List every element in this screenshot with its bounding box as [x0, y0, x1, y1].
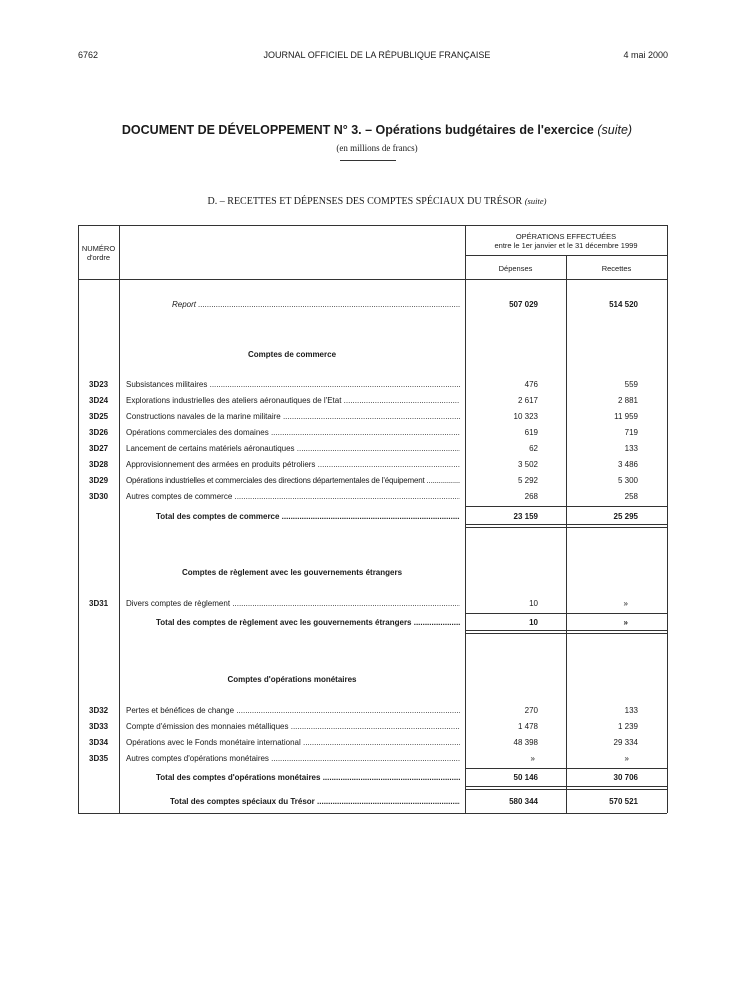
total-depenses: 23 159 [513, 512, 538, 521]
row-depenses: 476 [524, 380, 538, 389]
total-rule-1 [465, 786, 667, 787]
row-label-text: Constructions navales de la marine militaire [126, 412, 281, 421]
row-label [126, 476, 460, 485]
row-label-text: Subsistances militaires [126, 380, 208, 389]
total-label-text: Total des comptes d'opérations monétaires [156, 773, 321, 782]
total-recettes: 25 295 [613, 512, 638, 521]
grand-total-recettes: 570 521 [609, 797, 638, 806]
total-depenses: 10 [529, 618, 538, 627]
report-depenses: 507 029 [509, 300, 538, 309]
row-label-text: Lancement de certains matériels aéronautiques [126, 444, 295, 453]
document-title [0, 123, 754, 137]
row-label [126, 444, 460, 453]
col-header-operations [465, 232, 667, 250]
row-label [126, 412, 460, 421]
total-label-text: Total des comptes de commerce [156, 512, 280, 521]
table-bottom-border [78, 813, 667, 814]
row-label-text: Compte d'émission des monnaies métalliques [126, 722, 289, 731]
section-heading-suite: (suite) [524, 196, 547, 206]
row-num: 3D35 [89, 754, 109, 763]
row-depenses: 619 [524, 428, 538, 437]
header-rule-bottom [78, 279, 667, 280]
row-label [126, 396, 460, 405]
total-rule-2 [465, 789, 667, 790]
row-recettes: 719 [624, 428, 638, 437]
section-heading-text: D. – RECETTES ET DÉPENSES DES COMPTES SPÉCIAUX DU TRÉSOR [207, 196, 523, 207]
row-label [126, 428, 460, 437]
report-recettes: 514 520 [609, 300, 638, 309]
row-label [126, 460, 460, 469]
row-depenses: 270 [524, 706, 538, 715]
total-label [156, 618, 460, 627]
row-depenses: » [530, 754, 535, 763]
row-label-text: Explorations industrielles des ateliers aéronautiques de l'Etat [126, 396, 342, 405]
row-label-text: Approvisionnement des armées en produits pétroliers [126, 460, 316, 469]
row-depenses: 268 [524, 492, 538, 501]
group-title-reglement: Comptes de règlement avec les gouvernements étrangers [181, 568, 403, 577]
row-label-text: Opérations commerciales des domaines [126, 428, 269, 437]
row-num: 3D32 [89, 706, 109, 715]
col-header-numero-line1: NUMÉRO [81, 244, 116, 253]
page-number: 6762 [78, 50, 99, 60]
row-label [126, 722, 460, 731]
col-sep-numero [119, 225, 120, 813]
row-label [126, 706, 460, 715]
row-num: 3D29 [89, 476, 109, 485]
row-label [126, 492, 460, 501]
row-recettes: 559 [624, 380, 638, 389]
document-title-suite: (suite) [597, 123, 633, 137]
total-label [156, 773, 460, 782]
row-recettes: 258 [624, 492, 638, 501]
row-label [126, 754, 460, 763]
row-num: 3D23 [89, 380, 109, 389]
row-recettes: 3 486 [617, 460, 638, 469]
row-recettes: 2 881 [617, 396, 638, 405]
row-num: 3D33 [89, 722, 109, 731]
row-num: 3D31 [89, 599, 109, 608]
row-num: 3D24 [89, 396, 109, 405]
col-header-operations-line1: OPÉRATIONS EFFECTUÉES [515, 232, 617, 241]
unit-note: (en millions de francs) [336, 143, 418, 153]
row-label [126, 599, 460, 608]
col-header-numero [78, 244, 119, 262]
row-num: 3D26 [89, 428, 109, 437]
header-rule-ops [465, 255, 667, 256]
row-recettes: 133 [624, 706, 638, 715]
row-depenses: 5 292 [517, 476, 538, 485]
total-label [156, 512, 460, 521]
col-header-recettes: Recettes [601, 264, 632, 273]
row-num: 3D28 [89, 460, 109, 469]
subtotal-rule [465, 768, 667, 769]
subtotal-rule [465, 613, 667, 614]
row-label-text: Opérations industrielles et commerciales des directions départementales de l'équipement [126, 476, 425, 485]
total-rule-2 [465, 633, 667, 634]
row-recettes: » [623, 599, 628, 608]
group-title-monetaires: Comptes d'opérations monétaires [227, 675, 357, 684]
row-depenses: 10 323 [513, 412, 538, 421]
row-label-text: Autres comptes de commerce [126, 492, 233, 501]
document-title-main: DOCUMENT DE DÉVELOPPEMENT N° 3. – Opérations budgétaires de l'exercice [121, 123, 594, 137]
row-depenses: 2 617 [517, 396, 538, 405]
total-depenses: 50 146 [513, 773, 538, 782]
total-recettes: 30 706 [613, 773, 638, 782]
row-recettes: 1 239 [617, 722, 638, 731]
row-recettes: 11 959 [614, 412, 638, 421]
row-depenses: 1 478 [517, 722, 538, 731]
row-recettes: 29 334 [613, 738, 638, 747]
grand-total-label-text: Total des comptes spéciaux du Trésor [170, 797, 315, 806]
col-header-numero-line2: d'ordre [86, 253, 111, 262]
section-heading [0, 196, 754, 207]
row-depenses: 62 [529, 444, 538, 453]
row-label-text: Divers comptes de règlement [126, 599, 231, 608]
row-label-text: Pertes et bénéfices de change [126, 706, 235, 715]
table-right-border [667, 225, 668, 813]
grand-total-label [170, 797, 460, 806]
row-depenses: 48 398 [513, 738, 538, 747]
total-rule-1 [465, 630, 667, 631]
row-num: 3D27 [89, 444, 109, 453]
group-title-commerce: Comptes de commerce [247, 350, 337, 359]
total-recettes: » [623, 618, 628, 627]
table-top-border [78, 225, 667, 226]
col-header-depenses: Dépenses [498, 264, 533, 273]
journal-title: JOURNAL OFFICIEL DE LA RÉPUBLIQUE FRANÇAISE [263, 50, 491, 60]
row-recettes: 133 [624, 444, 638, 453]
grand-total-depenses: 580 344 [509, 797, 538, 806]
report-label [172, 300, 460, 309]
row-label [126, 738, 460, 747]
publication-date: 4 mai 2000 [623, 50, 668, 60]
row-label-text: Opérations avec le Fonds monétaire international [126, 738, 301, 747]
row-num: 3D34 [89, 738, 109, 747]
total-rule-1 [465, 524, 667, 525]
subtotal-rule [465, 506, 667, 507]
row-label-text: Autres comptes d'opérations monétaires [126, 754, 269, 763]
col-header-operations-line2: entre le 1er janvier et le 31 décembre 1999 [494, 241, 638, 250]
row-depenses: 10 [529, 599, 538, 608]
row-num: 3D25 [89, 412, 109, 421]
row-label [126, 380, 460, 389]
row-depenses: 3 502 [517, 460, 538, 469]
total-label-text: Total des comptes de règlement avec les gouvernements étrangers [156, 618, 412, 627]
row-recettes: 5 300 [617, 476, 638, 485]
title-divider [340, 160, 396, 161]
total-rule-2 [465, 527, 667, 528]
table-left-border [78, 225, 79, 813]
row-num: 3D30 [89, 492, 109, 501]
row-recettes: » [624, 754, 629, 763]
report-label-text: Report [172, 300, 197, 309]
